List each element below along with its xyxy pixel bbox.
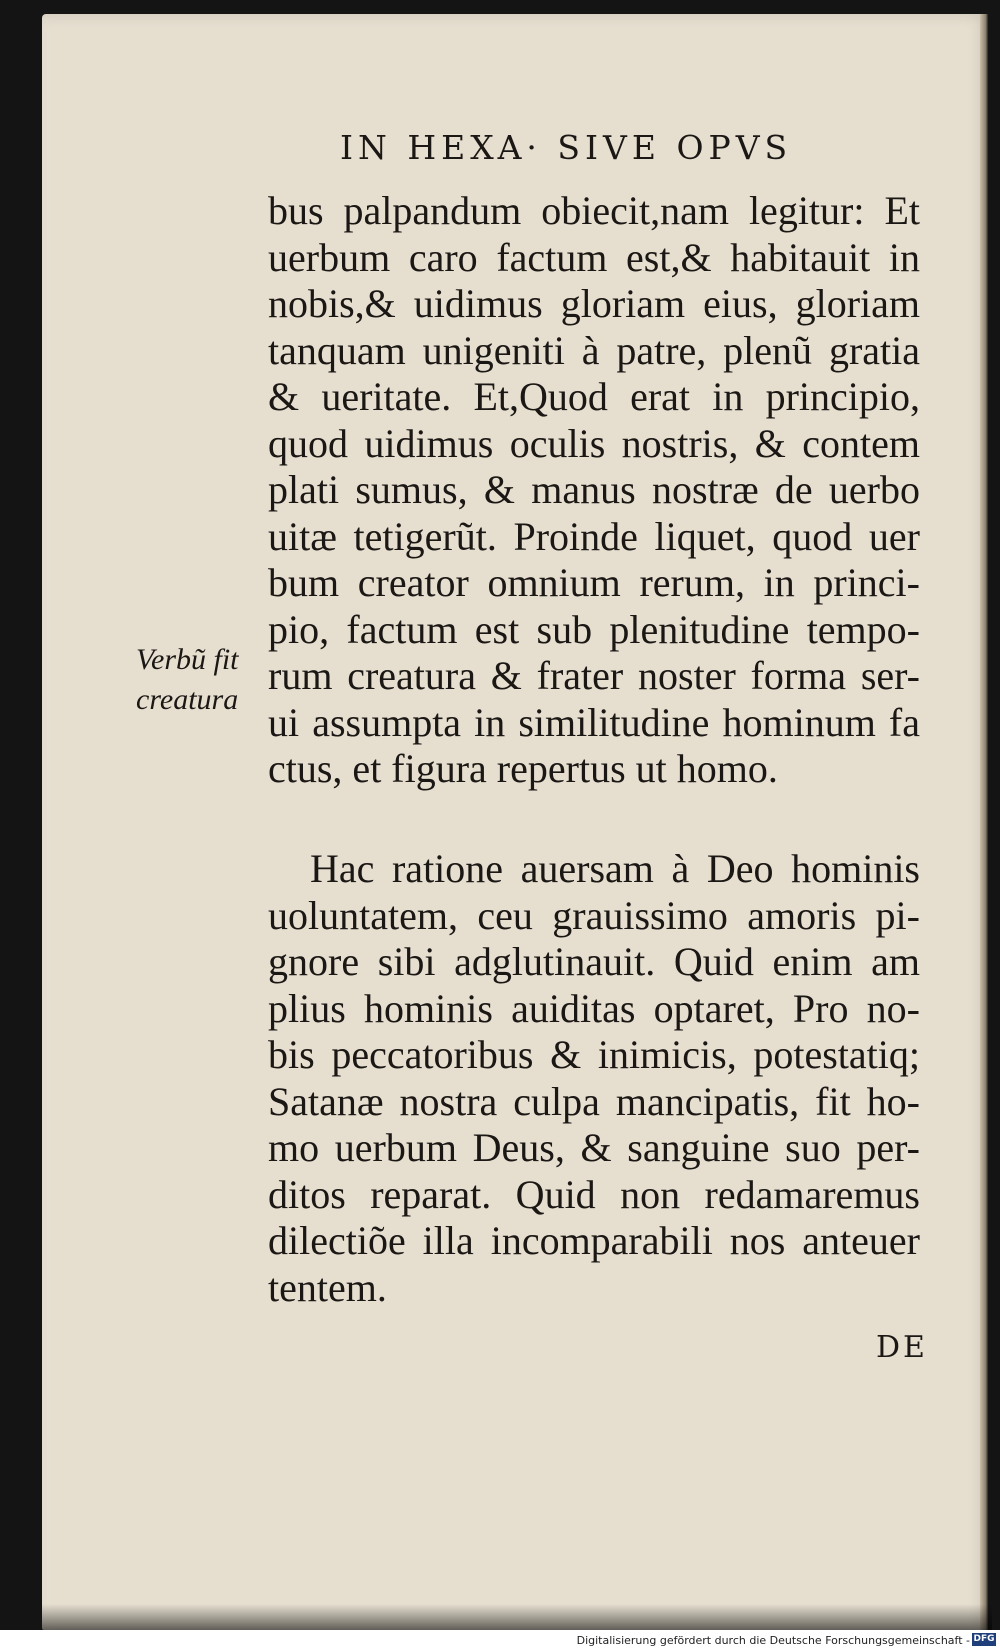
digitization-credit: Digitalisierung gefördert durch die Deutsche Forschungsgemeinschaft - (576, 1634, 970, 1647)
text-line: Satanæ nostra culpa mancipatis, fit ho- (268, 1078, 920, 1124)
marginal-note (136, 640, 239, 720)
text-line: & ueritate. Et,Quod erat in principio, (268, 374, 920, 419)
text-line: uerbum caro factum est,& habitauit in (268, 234, 920, 280)
page-bottom-shadow (42, 1604, 992, 1630)
text-line: pio, factum est sub plenitudine tempo- (268, 606, 920, 652)
text-line: uitæ tetigerũt. Proinde liquet, quod uer (268, 513, 920, 559)
marginal-note-line: Verbũ fit (136, 643, 239, 676)
text-line: tanquam unigeniti à patre, plenũ gratia (268, 327, 920, 373)
text-line: uoluntatem, ceu grauissimo amoris pi- (268, 892, 920, 938)
dfg-logo: DFG (973, 1634, 995, 1644)
text-line: ui assumpta in similitudine hominum fa (268, 699, 920, 745)
text-line: ditos reparat. Quid non redamaremus (268, 1171, 920, 1217)
text-line: bis peccatoribus & inimicis, potestatiq; (268, 1032, 920, 1077)
text-line: rum creatura & frater noster forma ser- (268, 653, 920, 698)
marginal-note-line: creatura (136, 683, 239, 716)
paragraph-1 (268, 188, 920, 793)
text-line: bum creator omnium rerum, in princi- (268, 560, 920, 605)
text-line: plati sumus, & manus nostræ de uerbo (268, 467, 920, 512)
text-line: ctus, et figura repertus ut homo. (268, 746, 778, 791)
paragraph-2 (268, 846, 920, 1311)
text-line: mo uerbum Deus, & sanguine suo per- (268, 1125, 920, 1170)
text-line: nobis,& uidimus gloriam eius, gloriam (268, 281, 920, 326)
text-line: plius hominis auiditas optaret, Pro no- (268, 985, 920, 1031)
text-line: Hac ratione auersam à Deo hominis (310, 846, 920, 891)
text-line: gnore sibi adglutinauit. Quid enim am (268, 939, 920, 984)
catchword: DE (876, 1330, 928, 1365)
text-line: dilectiõe illa incomparabili nos anteuer (268, 1218, 920, 1263)
running-header: IN HEXA· SIVE OPVS (340, 128, 793, 167)
text-line: tentem. (268, 1264, 387, 1310)
text-line: bus palpandum obiecit,nam legitur: Et (268, 188, 920, 233)
page-edge (980, 14, 988, 1630)
text-line: quod uidimus oculis nostris, & contem (268, 420, 920, 466)
